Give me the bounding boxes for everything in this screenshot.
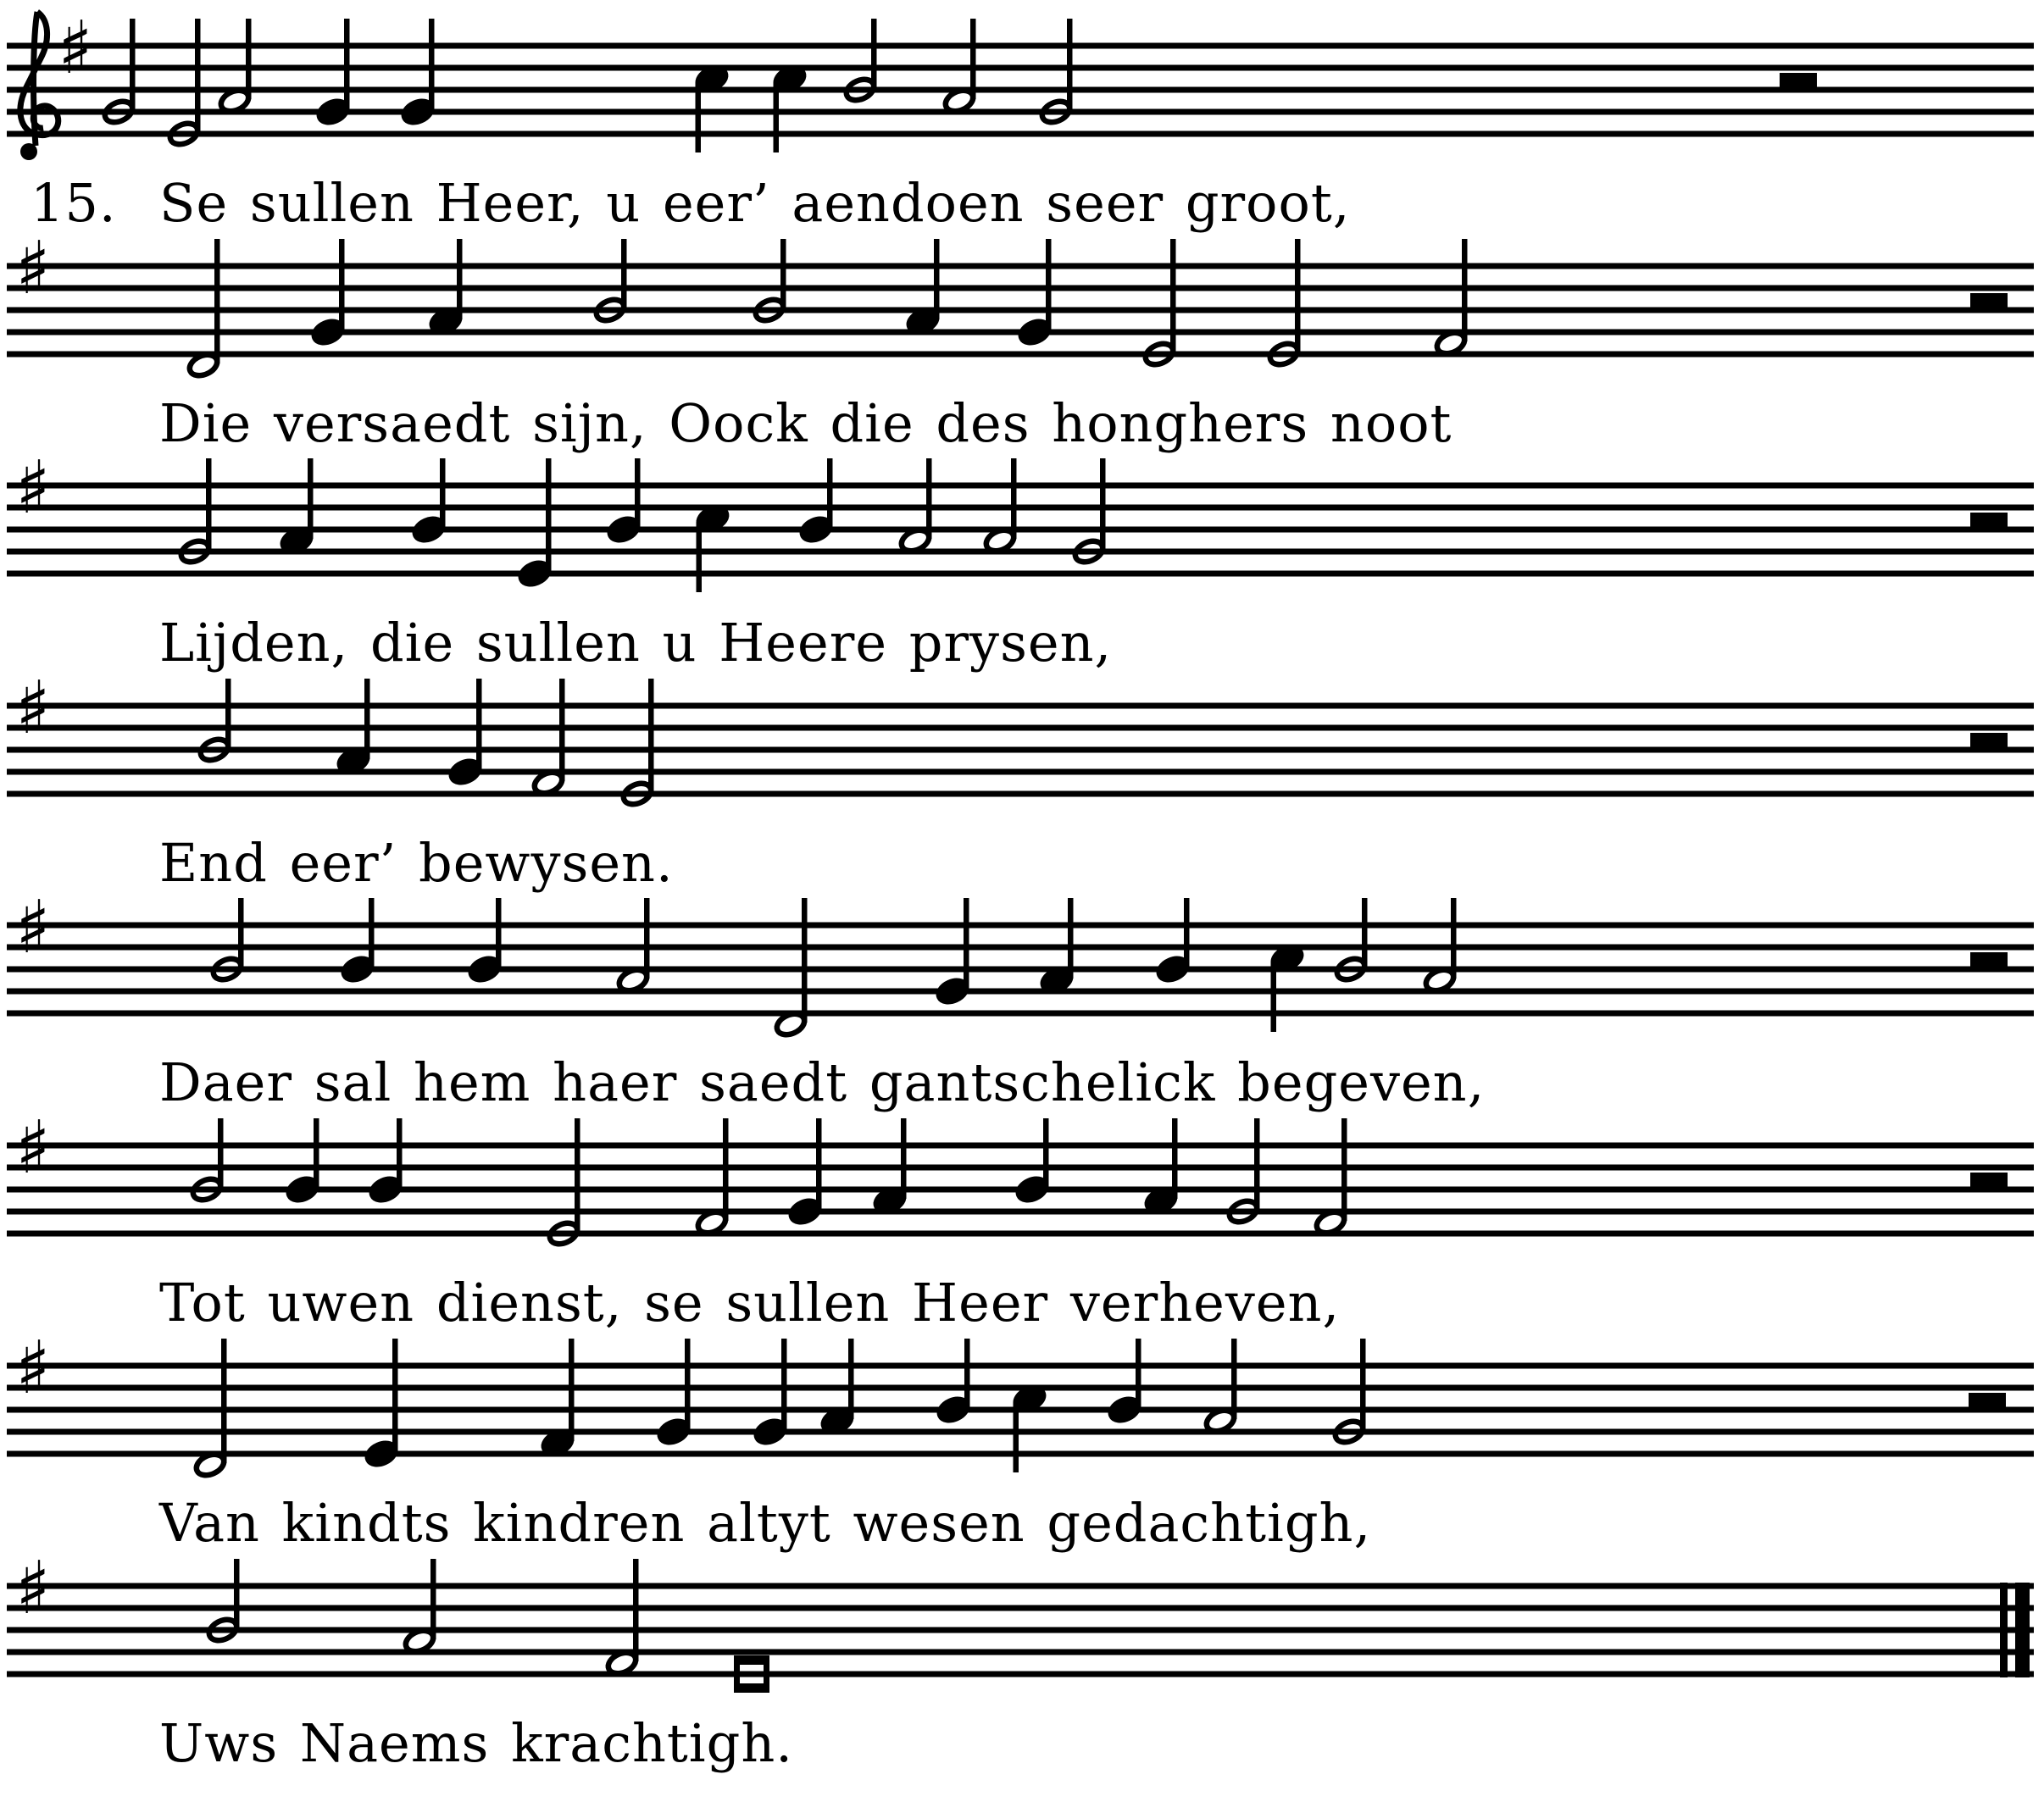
lyric-line-2 — [159, 392, 1452, 454]
staff-line — [7, 747, 2034, 753]
note-stem — [559, 679, 565, 781]
staff-line — [7, 131, 2034, 137]
lyric-text-3: Lijden, die sullen u Heere prysen, — [159, 612, 1113, 674]
note-stem — [1068, 898, 1074, 979]
key-signature-sharp-icon: ♯ — [15, 1546, 51, 1631]
note-stem — [1462, 239, 1468, 341]
staff-line — [7, 791, 2034, 797]
note-stem — [225, 679, 231, 748]
verse-number: 15. — [31, 172, 117, 234]
note-stem — [234, 1559, 240, 1628]
key-signature-sharp-icon: ♯ — [15, 885, 51, 970]
lyric-text-2: Die versaedt sijn, Oock die des honghers noot — [159, 392, 1452, 454]
staff-line — [7, 1165, 2034, 1171]
note-stem — [392, 1339, 398, 1452]
note-stem — [827, 458, 833, 528]
staff-line — [7, 1231, 2034, 1237]
note-stem — [696, 82, 702, 152]
note-stem — [1067, 19, 1073, 110]
half-rest — [1970, 1173, 2008, 1187]
lyric-line-8 — [159, 1712, 793, 1774]
note-stem — [1271, 962, 1277, 1032]
note-stem — [780, 239, 786, 308]
note-stem — [1231, 1339, 1237, 1419]
half-rest — [1969, 1393, 2006, 1407]
note-stem — [926, 458, 932, 539]
note-stem — [206, 458, 212, 550]
lyric-line-5 — [159, 1051, 1486, 1113]
note-stem — [1341, 1118, 1347, 1221]
note-stem — [816, 1118, 822, 1210]
note-stem — [238, 898, 244, 968]
note-stem — [1100, 458, 1106, 550]
note-stem — [1360, 1339, 1366, 1430]
note-stem — [195, 19, 201, 132]
note-stem — [1014, 1402, 1019, 1472]
note-stem — [934, 239, 940, 319]
staff-line — [7, 109, 2034, 115]
lyric-text-5: Daer sal hem haer saedt gantschelick begeven, — [159, 1051, 1486, 1113]
staff-line — [7, 703, 2034, 709]
lyric-line-3 — [159, 612, 1113, 674]
key-signature-sharp-icon: ♯ — [15, 446, 51, 530]
staff-line — [7, 571, 2034, 577]
key-signature-sharp-icon: ♯ — [15, 1326, 51, 1411]
staff-line — [7, 967, 2034, 973]
note-stem — [964, 898, 969, 990]
note-stem — [633, 1559, 639, 1661]
note-stem — [364, 679, 370, 759]
staff-line — [7, 1672, 2034, 1677]
note-stem — [1170, 239, 1176, 352]
half-rest — [1970, 733, 2008, 747]
staff-line — [7, 1583, 2034, 1589]
staff-line — [7, 1650, 2034, 1655]
staff-line — [7, 725, 2034, 731]
staff-line — [7, 1627, 2034, 1633]
staff-line — [7, 923, 2034, 929]
note-stem — [369, 898, 375, 968]
note-stem — [685, 1339, 691, 1430]
staff-line — [7, 308, 2034, 313]
key-signature-sharp-icon: ♯ — [58, 6, 93, 91]
note-stem — [569, 1339, 575, 1441]
note-stem — [635, 458, 641, 528]
staff-line — [7, 945, 2034, 951]
note-stem — [644, 898, 650, 979]
staff-line — [7, 352, 2034, 358]
note-stem — [1136, 1339, 1141, 1408]
staff-line — [7, 1451, 2034, 1457]
note-stem — [308, 458, 314, 539]
staff-line — [7, 1011, 2034, 1017]
note-stem — [430, 1559, 436, 1639]
staff-line — [7, 769, 2034, 775]
half-rest — [1780, 73, 1817, 87]
staff-line — [7, 549, 2034, 555]
note-stem — [221, 1339, 227, 1463]
note-stem — [246, 19, 252, 99]
lyric-line-6 — [159, 1272, 1341, 1333]
note-stem — [429, 19, 435, 110]
note-stem — [697, 522, 703, 592]
staff-line — [7, 1605, 2034, 1611]
note-stem — [496, 898, 502, 968]
staff-system-1 — [0, 0, 2044, 190]
note-stem — [214, 239, 220, 363]
note-stem — [648, 679, 654, 792]
staff-line — [7, 263, 2034, 269]
lyric-line-4 — [159, 832, 674, 894]
lyric-line-1 — [31, 172, 1351, 234]
note-stem — [871, 19, 877, 88]
lyric-text-1: Se sullen Heer, u eer’ aendoen seer groot, — [159, 172, 1351, 234]
note-stem — [901, 1118, 907, 1199]
lyric-text-6: Tot uwen dienst, se sullen Heer verheven, — [159, 1272, 1341, 1333]
note-stem — [1295, 239, 1301, 352]
note-stem — [575, 1118, 580, 1232]
note-stem — [130, 19, 136, 110]
lyric-text-7: Van kindts kindren altyt wesen gedachtigh, — [159, 1492, 1372, 1554]
note-stem — [476, 679, 482, 770]
key-signature-sharp-icon: ♯ — [15, 666, 51, 751]
staff-line — [7, 1143, 2034, 1149]
note-stem — [218, 1118, 224, 1188]
key-signature-sharp-icon: ♯ — [15, 1106, 51, 1190]
note-stem — [774, 82, 780, 152]
staff-line — [7, 1385, 2034, 1391]
note-stem — [314, 1118, 319, 1188]
note-stem — [970, 19, 976, 99]
note-stem — [1011, 458, 1017, 539]
note-stem — [964, 1339, 970, 1408]
half-rest — [1970, 513, 2008, 527]
note-stem — [848, 1339, 854, 1419]
note-stem — [339, 239, 345, 330]
staff-line — [7, 1209, 2034, 1215]
note-stem — [723, 1118, 729, 1221]
note-stem — [1451, 898, 1457, 979]
staff-line — [7, 989, 2034, 995]
note-stem — [397, 1118, 403, 1188]
lyric-line-7 — [159, 1492, 1372, 1554]
half-rest — [1970, 293, 2008, 308]
half-rest — [1970, 952, 2008, 967]
staff-line — [7, 286, 2034, 291]
note-stem — [1043, 1118, 1049, 1188]
staff-line — [7, 65, 2034, 71]
note-stem — [1172, 1118, 1178, 1199]
note-stem — [1254, 1118, 1260, 1210]
note-stem — [440, 458, 446, 528]
key-signature-sharp-icon: ♯ — [15, 226, 51, 311]
note-stem — [546, 458, 552, 572]
lyric-text-8: Uws Naems krachtigh. — [159, 1712, 793, 1774]
note-stem — [781, 1339, 787, 1430]
treble-clef-icon — [20, 12, 58, 160]
note-stem — [621, 239, 627, 308]
note-stem — [1046, 239, 1052, 330]
staff-line — [7, 1429, 2034, 1435]
staff-line — [7, 87, 2034, 93]
note-stem — [344, 19, 350, 110]
note-stem — [802, 898, 808, 1023]
lyric-text-4: End eer’ bewysen. — [159, 832, 674, 894]
staff-line — [7, 1363, 2034, 1369]
note-stem — [1362, 898, 1368, 968]
staff-line — [7, 43, 2034, 49]
note-stem — [1184, 898, 1190, 968]
note-stem — [457, 239, 463, 319]
